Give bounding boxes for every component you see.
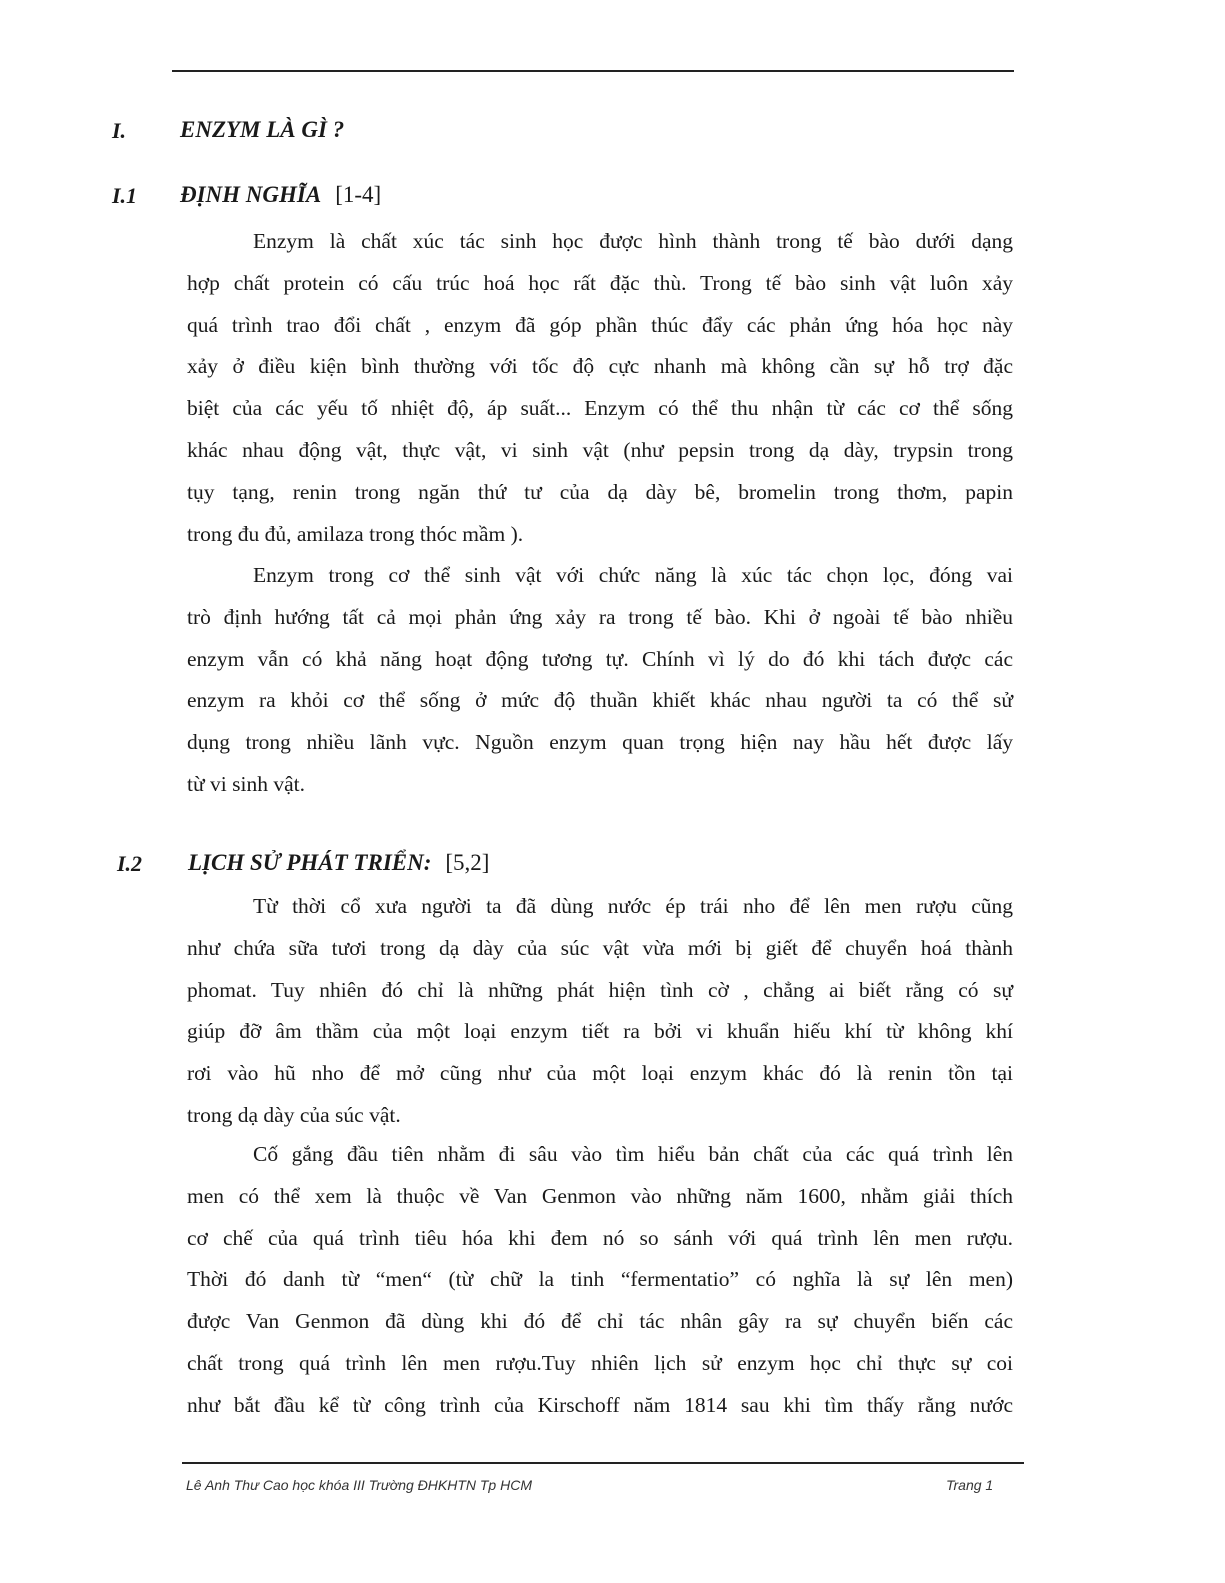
text-line: khác nhau động vật, thực vật, vi sinh vật (như pepsin trong dạ dày, trypsin trong: [187, 438, 1013, 462]
text-line: được Van Genmon đã dùng khi đó để chỉ tác nhân gây ra sự chuyển biến các: [187, 1309, 1013, 1334]
text-line: quá trình trao đổi chất , enzym đã góp phần thúc đẩy các phản ứng hóa học này: [187, 312, 1013, 337]
section-number: I.1: [112, 183, 138, 208]
text-line: enzym ra khỏi cơ thể sống ở mức độ thuần khiết khác nhau người ta có thể sử: [187, 688, 1013, 713]
text-line: phomat. Tuy nhiên đó chỉ là những phát hiện tình cờ , chẳng ai biết rằng có sự: [187, 977, 1013, 1002]
text-line: như bắt đầu kể từ công trình của Kirschoff năm 1814 sau khi tìm thấy rằng nước: [187, 1392, 1013, 1417]
page-number: Trang 1: [946, 1477, 994, 1493]
section-number: I.2: [117, 851, 143, 876]
section-title-text: ĐỊNH NGHĨA: [180, 182, 322, 207]
text-line: từ vi sinh vật.: [187, 772, 305, 796]
reference: [1-4]: [335, 182, 382, 207]
text-line: biệt của các yếu tố nhiệt độ, áp suất... Enzym có thể thu nhận từ các cơ thể sống: [187, 396, 1013, 421]
text-line: trong đu đủ, amilaza trong thóc mầm ).: [187, 521, 524, 546]
text-line: Cố gắng đầu tiên nhằm đi sâu vào tìm hiểu bản chất của các quá trình lên: [253, 1142, 1013, 1166]
text-line: rơi vào hũ nho để mở cũng như của một loại enzym khác đó là renin tồn tại: [187, 1061, 1013, 1086]
text-line: enzym vẫn có khả năng hoạt động tương tự. Chính vì lý do đó khi tách được các: [187, 646, 1013, 671]
text-line: Enzym là chất xúc tác sinh học được hình thành trong tế bào dưới dạng: [253, 229, 1013, 253]
footer-author: Lê Anh Thư Cao học khóa III Trường ĐHKHTN Tp HCM: [186, 1477, 532, 1493]
text-line: Từ thời cổ xưa người ta đã dùng nước ép trái nho để lên men rượu cũng: [253, 894, 1013, 918]
text-line: dụng trong nhiều lãnh vực. Nguồn enzym quan trọng hiện nay hầu hết được lấy: [187, 730, 1013, 755]
text-line: trò định hướng tất cả mọi phản ứng xảy ra trong tế bào. Khi ở ngoài tế bào nhiều: [187, 604, 1013, 629]
text-line: giúp đỡ âm thầm của một loại enzym tiết ra bởi vi khuẩn hiếu khí từ không khí: [187, 1019, 1013, 1044]
text-line: cơ chế của quá trình tiêu hóa khi đem nó so sánh với quá trình lên men rượu.: [187, 1225, 1013, 1250]
text-line: trong dạ dày của súc vật.: [187, 1103, 401, 1127]
section-title: [188, 850, 489, 876]
text-line: Thời đó danh từ “men“ (từ chữ la tinh “fermentatio” có nghĩa là sự lên men): [187, 1267, 1013, 1292]
reference: [5,2]: [445, 850, 490, 875]
text-line: tụy tạng, renin trong ngăn thứ tư của dạ dày bê, bromelin trong thơm, papin: [187, 479, 1013, 504]
text-line: hợp chất protein có cấu trúc hoá học rất đặc thù. Trong tế bào sinh vật luôn xảy: [187, 270, 1013, 295]
text-line: chất trong quá trình lên men rượu.Tuy nhiên lịch sử enzym học chỉ thực sự coi: [187, 1351, 1013, 1375]
text-line: như chứa sữa tươi trong dạ dày của súc vật vừa mới bị giết để chuyển hoá thành: [187, 935, 1013, 960]
text-line: men có thể xem là thuộc về Van Genmon vào những năm 1600, nhằm giải thích: [187, 1183, 1013, 1208]
text-line: xảy ở điều kiện bình thường với tốc độ cực nhanh mà không cần sự hỗ trợ đặc: [187, 354, 1013, 379]
section-number: I.: [112, 118, 127, 143]
section-title-text: LỊCH SỬ PHÁT TRIỂN:: [188, 850, 432, 875]
section-title: ENZYM LÀ GÌ ?: [180, 117, 345, 142]
footer-rule: [182, 1462, 1024, 1464]
section-title: [180, 182, 381, 208]
text-line: Enzym trong cơ thể sinh vật với chức năng là xúc tác chọn lọc, đóng vai: [253, 563, 1013, 587]
header-rule: [172, 70, 1014, 72]
